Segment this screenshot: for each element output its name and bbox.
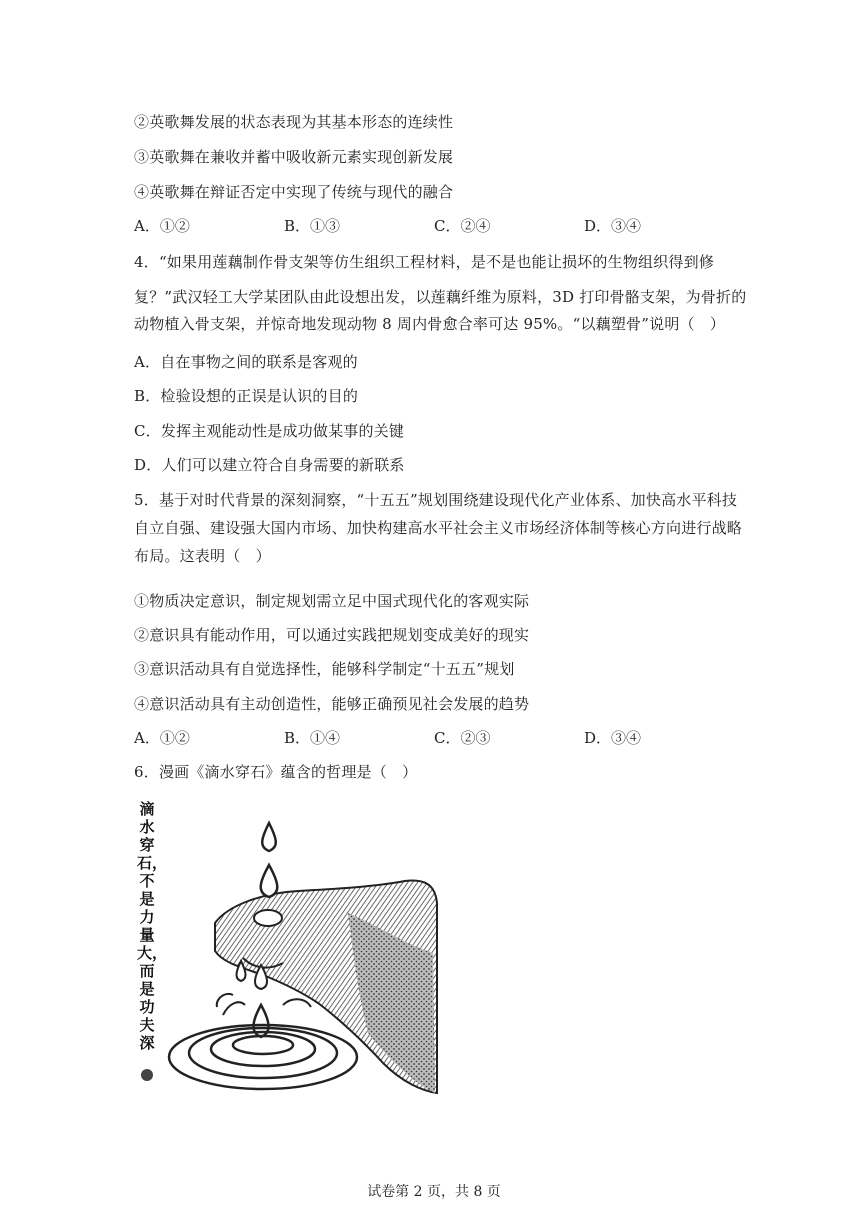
q5-option-c[interactable]: C．②③ (434, 729, 491, 747)
q3-option-b[interactable]: B．①③ (284, 217, 341, 235)
q6-stem: 6．漫画《滴水穿石》蕴含的哲理是（ ） (134, 763, 418, 781)
q5-option-d[interactable]: D．③④ (584, 729, 642, 747)
q5-option-b[interactable]: B．①④ (284, 729, 341, 747)
q4-option-c[interactable]: C．发挥主观能动性是成功做某事的关键 (134, 422, 405, 440)
q4-option-b[interactable]: B．检验设想的正误是认识的目的 (134, 387, 359, 405)
page-footer: 试卷第 2 页，共 8 页 (367, 1184, 501, 1200)
q4-stem-line-1: 4．“如果用莲藕制作骨支架等仿生组织工程材料，是不是也能让损坏的生物组织得到修 (134, 253, 715, 271)
cartoon-caption-vertical: 滴水穿石，不是力量大，而是功夫深 (137, 800, 168, 1052)
q3-option-c[interactable]: C．②④ (434, 217, 491, 235)
q5-option-a[interactable]: A．①② (134, 729, 190, 747)
q3-item-2: ②英歌舞发展的状态表现为其基本形态的连续性 (134, 113, 454, 131)
q5-stem-line-1: 5．基于对时代背景的深刻洞察，“十五五”规划围绕建设现代化产业体系、加快高水平科技 (134, 491, 738, 509)
water-drop-stone-cartoon (133, 793, 443, 1098)
q3-option-a[interactable]: A．①② (134, 217, 190, 235)
q4-stem-line-3: 动物植入骨支架，并惊奇地发现动物 8 周内骨愈合率可达 95%。“以藕塑骨”说明（ ） (134, 315, 726, 333)
q3-options (134, 216, 734, 236)
q4-option-d[interactable]: D．人们可以建立符合自身需要的新联系 (134, 456, 405, 474)
q3-item-4: ④英歌舞在辩证否定中实现了传统与现代的融合 (134, 183, 454, 201)
q5-item-4: ④意识活动具有主动创造性，能够正确预见社会发展的趋势 (134, 695, 530, 713)
q5-stem-line-3: 布局。这表明（ ） (134, 547, 271, 565)
q3-option-d[interactable]: D．③④ (584, 217, 642, 235)
q5-options (134, 728, 734, 748)
q4-option-a[interactable]: A．自在事物之间的联系是客观的 (134, 353, 358, 371)
q3-item-3: ③英歌舞在兼收并蓄中吸收新元素实现创新发展 (134, 148, 454, 166)
q5-item-2: ②意识具有能动作用，可以通过实践把规划变成美好的现实 (134, 626, 530, 644)
q4-stem-line-2: 复？”武汉轻工大学某团队由此设想出发，以莲藕纤维为原料，3D 打印骨骼支架，为骨折的 (134, 288, 747, 306)
q5-item-3: ③意识活动具有自觉选择性，能够科学制定“十五五”规划 (134, 660, 515, 678)
q5-stem-line-2: 自立自强、建设强大国内市场、加快构建高水平社会主义市场经济体制等核心方向进行战略 (134, 519, 743, 537)
q5-item-1: ①物质决定意识，制定规划需立足中国式现代化的客观实际 (134, 592, 530, 610)
seal-mark (141, 1069, 153, 1081)
